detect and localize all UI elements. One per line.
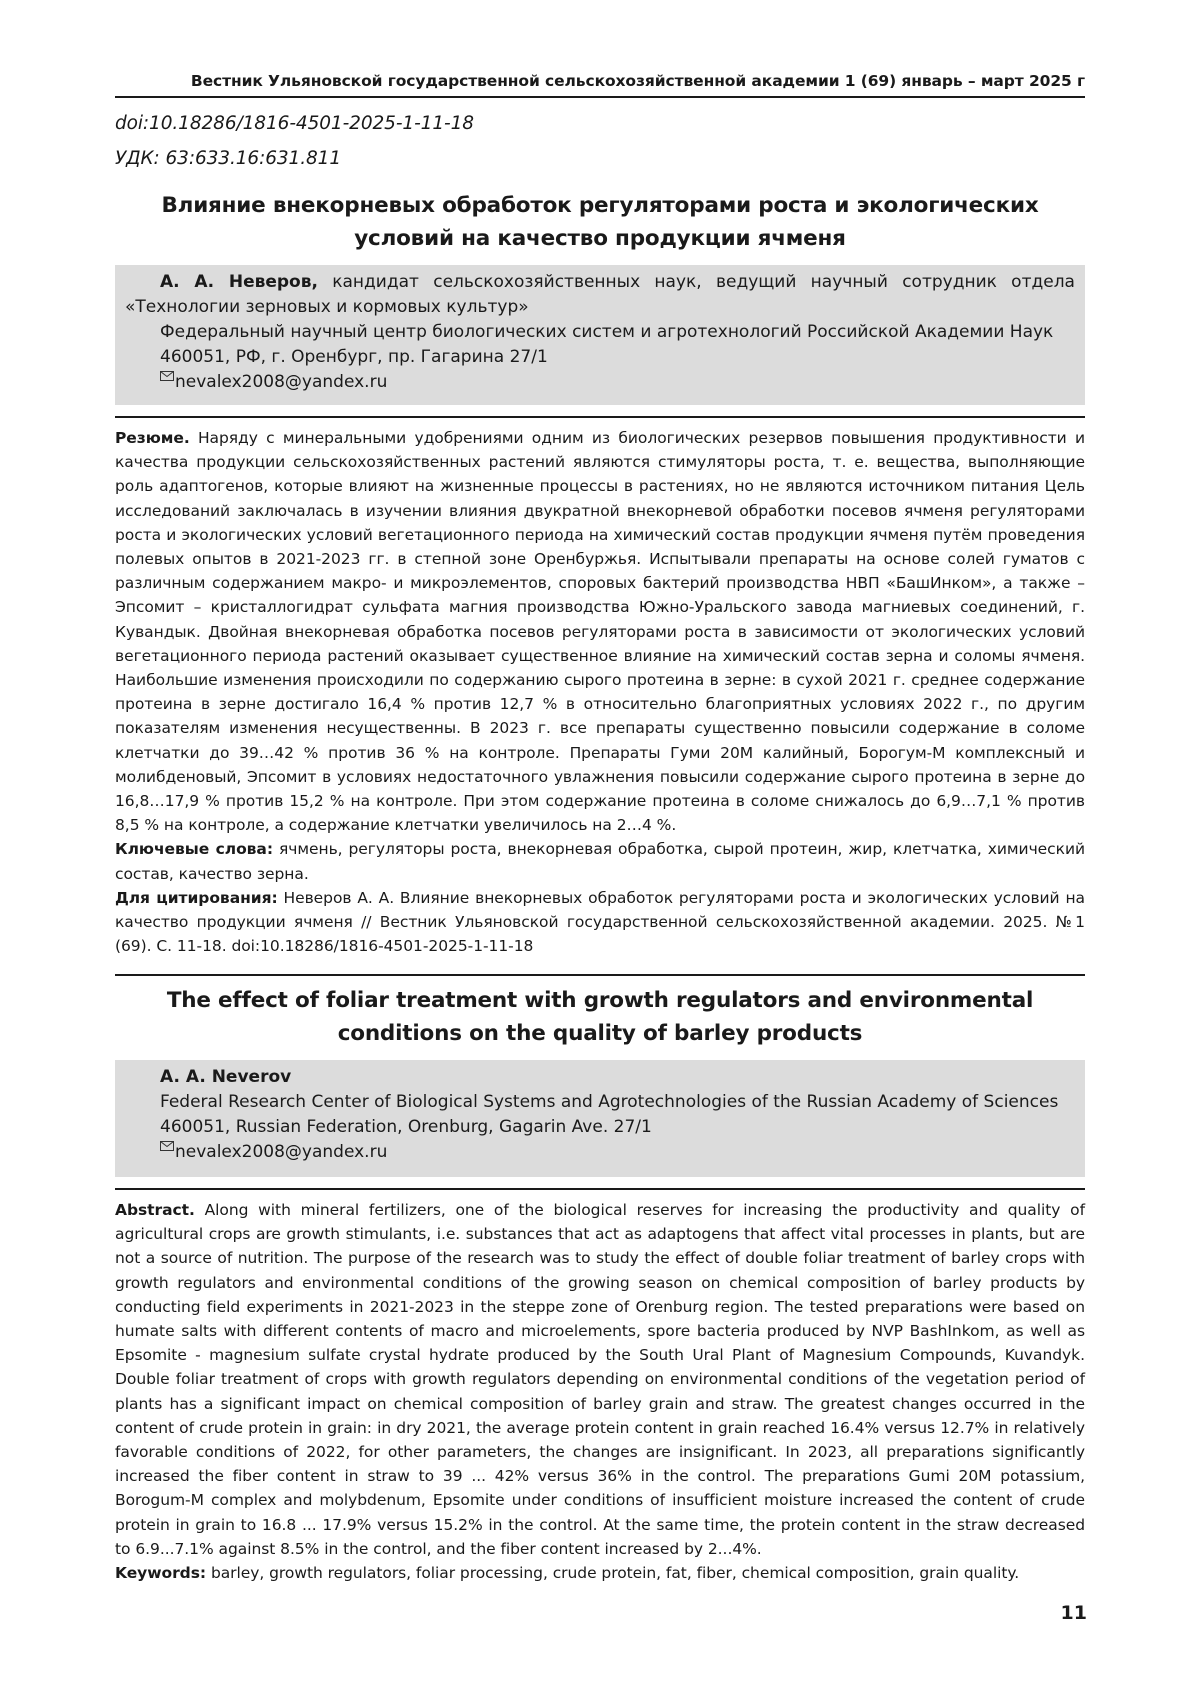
- ru-title-line2: условий на качество продукции ячменя: [115, 222, 1085, 255]
- ru-keywords-label: Ключевые слова:: [115, 840, 273, 858]
- envelope-icon: [160, 371, 174, 381]
- ru-abstract-top-rule: [115, 416, 1085, 418]
- en-abstract-label: Abstract.: [115, 1201, 195, 1219]
- en-abstract: [115, 1198, 1085, 1561]
- en-affiliation: Federal Research Center of Biological Systems and Agrotechnologies of the Russian Academy of Sciences: [125, 1090, 1075, 1115]
- envelope-icon: [160, 1141, 174, 1151]
- header-rule: [115, 96, 1085, 98]
- en-keywords-label: Keywords:: [115, 1564, 206, 1582]
- en-title: [115, 984, 1085, 1050]
- ru-abstract-label: Резюме.: [115, 429, 190, 447]
- ru-abstract-text: Наряду с минеральными удобрениями одним из биологических резервов повышения продуктивности и качества продукции сельскохозяйственных растений являются стимуляторы роста, т. е. вещества, выполняющие роль адаптогенов, которые влияют на жизненные процессы в растениях, но не являются источником питания Цель исследований заключалась в изучении влияния двукратной внекорневой обработки посевов ячменя регуляторами роста и экологических условий вегетационного периода на химический состав продукции ячменя путём проведения полевых опытов в 2021-2023 гг. в степной зоне Оренбуржья. Испытывали препараты на основе солей гуматов с различным содержанием макро- и микроэлементов, споровых бактерий производства НВП «БашИнком», а также – Эпсомит – кристаллогидрат сульфата магния производства Южно-Уральского завода магниевых соединений, г. Кувандык. Двойная внекорневая обработка посевов регуляторами роста в зависимости от экологических условий вегетационного периода растений оказывает существенное влияние на химический состав зерна и соломы ячменя. Наибольшие изменения происходили по содержанию сырого протеина в зерне: в сухой 2021 г. среднее содержание протеина в зерне достигало 16,4 % против 12,7 % в относительно благоприятных условиях 2022 г., по другим показателям изменения несущественны. В 2023 г. все препараты существенно повысили содержание в соломе клетчатки до 39…42 % против 36 % на контроле. Препараты Гуми 20М калийный, Борогум-М комплексный и молибденовый, Эпсомит в условиях недостаточного увлажнения повысили содержание сырого протеина в зерне до 16,8…17,9 % против 15,2 % на контроле. При этом содержание протеина в соломе снижалось до 6,9…7,1 % против 8,5 % на контроле, а содержание клетчатки увеличилось на 2…4 %.: [115, 429, 1085, 834]
- ru-citation-bottom-rule: [115, 974, 1085, 976]
- ru-citation-text: Неверов А. А. Влияние внекорневых обработок регуляторами роста и экологических условий на качество продукции ячменя // Вестник Ульяновской государственной сельскохозяйственной академии. 2025. №1 (69). С. 11-18. doi:10.18286/1816-4501-2025-1-11-18: [115, 889, 1085, 955]
- en-abstract-section: [115, 1198, 1085, 1585]
- en-author-block: [115, 1060, 1085, 1177]
- en-keywords-text: barley, growth regulators, foliar processing, crude protein, fat, fiber, chemical composition, grain quality.: [211, 1564, 1019, 1582]
- ru-abstract-section: [115, 426, 1085, 958]
- en-abstract-top-rule: [115, 1188, 1085, 1190]
- en-title-line1: The effect of foliar treatment with growth regulators and environmental: [115, 984, 1085, 1017]
- ru-keywords-text: ячмень, регуляторы роста, внекорневая обработка, сырой протеин, жир, клетчатка, химический состав, качество зерна.: [115, 840, 1085, 882]
- ru-title: [115, 189, 1085, 255]
- ru-email[interactable]: nevalex2008@yandex.ru: [175, 372, 387, 392]
- ru-address: 460051, РФ, г. Оренбург, пр. Гагарина 27/1: [125, 345, 1075, 370]
- en-title-line2: conditions on the quality of barley products: [115, 1017, 1085, 1050]
- ru-affiliation: Федеральный научный центр биологических систем и агротехнологий Российской Академии Наук: [125, 320, 1075, 345]
- ru-author-name: А. А. Неверов,: [160, 272, 318, 292]
- ru-author-position: кандидат сельскохозяйственных наук, ведущий научный сотрудник отдела «Технологии зерновых и кормовых культур»: [125, 272, 1075, 317]
- page-number: 11: [1061, 1602, 1087, 1624]
- doi: doi:10.18286/1816-4501-2025-1-11-18: [115, 113, 474, 134]
- en-author-name: A. A. Neverov: [125, 1065, 1075, 1090]
- en-email[interactable]: nevalex2008@yandex.ru: [175, 1142, 387, 1162]
- ru-citation: [115, 886, 1085, 959]
- ru-citation-label: Для цитирования:: [115, 889, 278, 907]
- en-address: 460051, Russian Federation, Orenburg, Gagarin Ave. 27/1: [125, 1115, 1075, 1140]
- udk: УДК: 63:633.16:631.811: [115, 148, 341, 169]
- en-abstract-text: Along with mineral fertilizers, one of the biological reserves for increasing the productivity and quality of agricultural crops are growth stimulants, i.e. substances that act as adaptogens that affect vital processes in plants, but are not a source of nutrition. The purpose of the research was to study the effect of double foliar treatment of barley crops with growth regulators and environmental conditions of the growing season on chemical composition of barley products by conducting field experiments in 2021-2023 in the steppe zone of Orenburg region. The tested preparations were based on humate salts with different contents of macro and microelements, spore bacteria produced by NVP BashInkom, as well as Epsomite - magnesium sulfate crystal hydrate produced by the South Ural Plant of Magnesium Compounds, Kuvandyk. Double foliar treatment of crops with growth regulators depending on environmental conditions of the vegetation period of plants has a significant impact on chemical composition of barley grain and straw. The greatest changes occurred in the content of crude protein in grain: in dry 2021, the average protein content in grain reached 16.4% versus 12.7% in relatively favorable conditions of 2022, for other parameters, the changes are insignificant. In 2023, all preparations significantly increased the fiber content in straw to 39 ... 42% versus 36% in the control. The preparations Gumi 20M potassium, Borogum-M complex and molybdenum, Epsomite under conditions of insufficient moisture increased the content of crude protein in grain to 16.8 ... 17.9% versus 15.2% in the control. At the same time, the protein content in the straw decreased to 6.9...7.1% against 8.5% in the control, and the fiber content increased by 2...4%.: [115, 1201, 1085, 1558]
- ru-title-line1: Влияние внекорневых обработок регуляторами роста и экологических: [115, 189, 1085, 222]
- en-keywords: [115, 1561, 1085, 1585]
- ru-keywords: [115, 837, 1085, 885]
- journal-header: Вестник Ульяновской государственной сельскохозяйственной академии 1 (69) январь – март 2025 г: [115, 72, 1085, 90]
- ru-abstract: [115, 426, 1085, 837]
- ru-author-block: [115, 265, 1085, 405]
